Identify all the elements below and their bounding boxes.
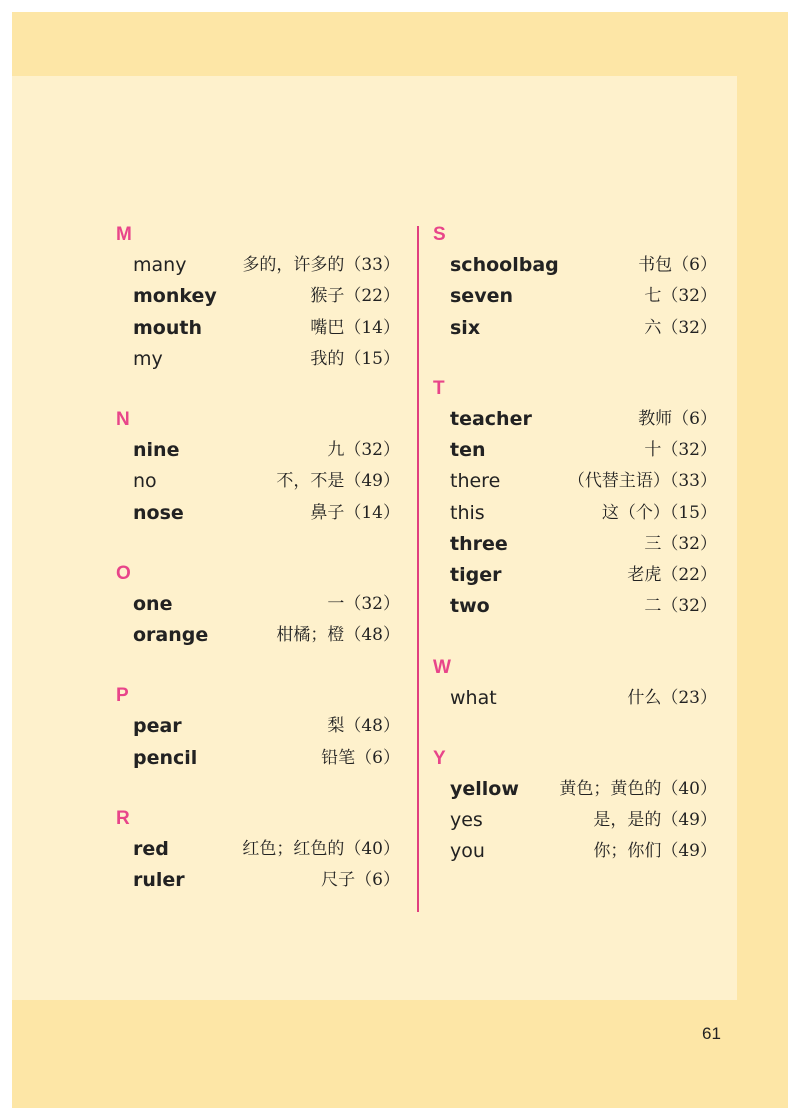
section-letter: W — [433, 656, 451, 678]
vocab-entry — [450, 404, 717, 435]
section-letter: M — [116, 224, 132, 245]
vocab-word: you — [450, 840, 485, 863]
vocab-word: teacher — [450, 407, 532, 430]
vocab-meaning: 七（32） — [644, 286, 717, 307]
vocab-entry — [450, 683, 717, 714]
vocab-word: my — [133, 347, 163, 370]
section-letter: N — [116, 409, 130, 430]
vocab-meaning: 三（32） — [644, 533, 717, 554]
letter-section-m — [116, 220, 400, 375]
vocab-entry — [450, 560, 717, 591]
vocab-meaning: 嘴巴（14） — [310, 317, 400, 338]
vocab-entry — [133, 865, 400, 896]
vocab-entry — [133, 743, 400, 774]
column-divider — [417, 226, 419, 912]
vocab-meaning: 黄色；黄色的（40） — [559, 778, 717, 799]
vocab-meaning: 猴子（22） — [310, 286, 400, 307]
vocab-meaning: 九（32） — [327, 440, 400, 460]
vocab-word: what — [450, 686, 497, 709]
vocab-meaning: 我的（15） — [310, 348, 400, 369]
vocab-entry — [450, 805, 717, 836]
vocab-meaning: 不，不是（49） — [276, 471, 400, 492]
vocab-entry — [133, 250, 400, 281]
vocab-word: yellow — [450, 777, 519, 800]
vocab-word: three — [450, 532, 508, 555]
vocab-meaning: 鼻子（14） — [310, 502, 400, 523]
vocab-entry — [133, 344, 400, 375]
vocab-meaning: 这（个）（15） — [601, 502, 717, 523]
vocab-entry — [450, 591, 717, 622]
vocab-entry — [450, 836, 717, 867]
letter-section-y — [433, 744, 717, 868]
letter-section-p — [116, 681, 400, 774]
vocab-word: pear — [133, 715, 182, 738]
vocab-entry — [450, 313, 717, 344]
vocab-meaning: （代替主语）（33） — [567, 471, 717, 492]
section-letter: R — [116, 807, 130, 829]
vocab-meaning: 书包（6） — [638, 255, 717, 275]
vocab-meaning: 红色；红色的（40） — [242, 838, 400, 859]
vocab-word: tiger — [450, 564, 502, 586]
vocab-entry — [133, 435, 400, 466]
vocab-word: no — [133, 470, 157, 493]
vocab-word: two — [450, 595, 490, 618]
letter-section-s — [433, 220, 717, 344]
vocab-entry — [133, 281, 400, 312]
vocab-meaning: 铅笔（6） — [321, 747, 400, 768]
vocab-meaning: 老虎（22） — [627, 565, 717, 585]
vocab-meaning: 教师（6） — [638, 408, 717, 429]
vocab-entry — [133, 711, 400, 742]
vocab-entry — [450, 435, 717, 466]
vocab-word: red — [133, 837, 169, 860]
vocab-word: one — [133, 592, 173, 615]
vocab-word: many — [133, 254, 187, 276]
vocab-word: nine — [133, 439, 180, 461]
vocab-entry — [450, 498, 717, 529]
vocab-word: schoolbag — [450, 254, 559, 276]
section-letter: S — [433, 224, 446, 245]
vocab-entry — [133, 834, 400, 865]
vocab-entry — [450, 281, 717, 312]
letter-section-t — [433, 374, 717, 623]
vocab-word: monkey — [133, 285, 217, 308]
vocab-entry — [450, 774, 717, 805]
letter-section-n — [116, 405, 400, 529]
letter-section-o — [116, 559, 400, 652]
letter-section-r — [116, 804, 400, 897]
vocab-meaning: 什么（23） — [627, 687, 717, 708]
vocab-meaning: 六（32） — [644, 317, 717, 338]
vocab-entry — [450, 529, 717, 560]
section-letter: Y — [433, 747, 446, 769]
vocab-entry — [450, 466, 717, 497]
vocab-entry — [450, 250, 717, 281]
vocab-meaning: 多的，许多的（33） — [242, 255, 400, 275]
section-letter: P — [116, 685, 129, 707]
vocab-word: this — [450, 501, 485, 524]
vocab-word: orange — [133, 624, 209, 646]
vocab-word: yes — [450, 809, 483, 831]
vocab-entry — [133, 620, 400, 651]
vocab-meaning: 十（32） — [644, 440, 717, 460]
section-letter: O — [116, 562, 131, 584]
vocab-word: ruler — [133, 869, 185, 891]
vocab-meaning: 一（32） — [327, 593, 400, 614]
letter-section-w — [433, 653, 717, 714]
left-column — [116, 220, 400, 926]
vocab-entry — [133, 466, 400, 497]
right-column — [433, 220, 717, 898]
vocab-meaning: 二（32） — [644, 596, 717, 617]
vocab-word: six — [450, 316, 481, 339]
vocab-meaning: 是，是的（49） — [593, 810, 717, 830]
vocab-word: pencil — [133, 746, 198, 769]
section-letter: T — [433, 377, 445, 399]
vocab-meaning: 尺子（6） — [321, 870, 400, 890]
vocab-entry — [133, 313, 400, 344]
vocab-word: seven — [450, 285, 513, 308]
vocab-word: nose — [133, 501, 184, 524]
vocab-meaning: 柑橘；橙（48） — [276, 625, 400, 645]
vocab-word: ten — [450, 439, 486, 461]
vocab-entry — [133, 589, 400, 620]
vocab-word: there — [450, 470, 501, 493]
vocab-meaning: 你；你们（49） — [593, 841, 717, 862]
page-number: 61 — [702, 1024, 721, 1043]
vocab-meaning: 梨（48） — [327, 716, 400, 737]
vocab-entry — [133, 498, 400, 529]
vocab-word: mouth — [133, 316, 202, 339]
